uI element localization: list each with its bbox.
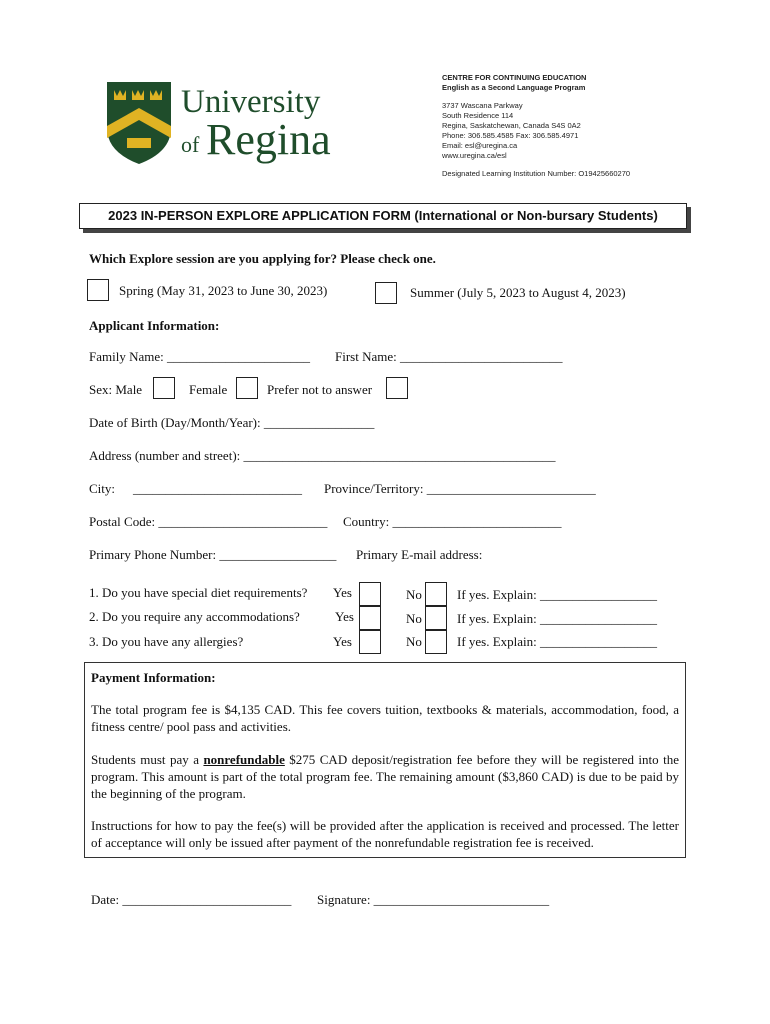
country-field[interactable]: Country: __________________________ — [343, 514, 562, 529]
female-label: Female — [189, 382, 228, 397]
diet-yes-label: Yes — [333, 585, 352, 600]
city-label: City: — [89, 481, 116, 496]
contact-email: Email: esl@uregina.ca — [442, 141, 518, 150]
accom-yes-checkbox[interactable] — [359, 606, 381, 630]
form-title: 2023 IN-PERSON EXPLORE APPLICATION FORM (International or Non-bursary Students) — [79, 203, 687, 229]
contact-block — [442, 73, 682, 179]
family-name-field[interactable]: Family Name: ______________________ — [89, 349, 310, 364]
phone-fax: Phone: 306.585.4585 Fax: 306.585.4971 — [442, 131, 579, 140]
payment-instructions-text: Instructions for how to pay the fee(s) will be provided after the application is received and processed. The letter of acceptance will only be issued after payment of the nonrefundable registration fee is received. — [91, 818, 679, 850]
university-logo — [105, 80, 360, 166]
applicant-heading: Applicant Information: — [89, 318, 220, 333]
accom-no-label: No — [406, 611, 422, 626]
address-line: Regina, Saskatchewan, Canada S4S 0A2 — [442, 121, 581, 130]
diet-no-label: No — [406, 587, 422, 602]
signature-field[interactable]: Signature: ___________________________ — [317, 892, 550, 907]
contact-website: www.uregina.ca/esl — [442, 151, 507, 160]
first-name-field[interactable]: First Name: _________________________ — [335, 349, 563, 364]
summer-label: Summer (July 5, 2023 to August 4, 2023) — [410, 285, 626, 300]
session-question: Which Explore session are you applying for? Please check one. — [89, 251, 436, 266]
prefer-not-checkbox[interactable] — [386, 377, 408, 399]
allergy-yes-checkbox[interactable] — [359, 630, 381, 654]
dli-number: Designated Learning Institution Number: O19425660270 — [442, 169, 631, 178]
payment-fee-text: The total program fee is $4,135 CAD. This fee covers tuition, textbooks & materials, accommodation, food, a fitness centre/ pool pass and activities. — [91, 702, 679, 734]
female-checkbox[interactable] — [236, 377, 258, 399]
allergy-yes-label: Yes — [333, 634, 352, 649]
program-name: English as a Second Language Program — [442, 83, 586, 92]
payment-section — [84, 662, 686, 858]
city-field[interactable]: __________________________ — [133, 481, 302, 496]
address-line: 3737 Wascana Parkway — [442, 101, 523, 110]
svg-text:University: University — [181, 84, 321, 120]
payment-heading: Payment Information: — [91, 670, 216, 685]
accom-explain-field[interactable]: If yes. Explain: __________________ — [457, 611, 658, 626]
diet-no-checkbox[interactable] — [425, 582, 447, 606]
male-checkbox[interactable] — [153, 377, 175, 399]
date-field[interactable]: Date: __________________________ — [91, 892, 292, 907]
question-diet: 1. Do you have special diet requirements? — [89, 585, 308, 600]
question-accommodations: 2. Do you require any accommodations? — [89, 609, 300, 624]
dept-name: CENTRE FOR CONTINUING EDUCATION — [442, 73, 587, 82]
allergy-no-checkbox[interactable] — [425, 630, 447, 654]
payment-deposit-text: Students must pay a nonrefundable $275 CAD deposit/registration fee before they will be registered into the program. This amount is part of the total program fee. The remaining amount ($3,860 CAD) is due to be paid by the beginning of the program. — [91, 752, 679, 801]
question-allergies: 3. Do you have any allergies? — [89, 634, 244, 649]
address-field[interactable]: Address (number and street): ________________________________________________ — [89, 448, 556, 463]
accom-no-checkbox[interactable] — [425, 606, 447, 630]
postal-code-field[interactable]: Postal Code: __________________________ — [89, 514, 328, 529]
spring-label: Spring (May 31, 2023 to June 30, 2023) — [119, 283, 328, 298]
accom-yes-label: Yes — [335, 609, 354, 624]
dob-field[interactable]: Date of Birth (Day/Month/Year): _________________ — [89, 415, 375, 430]
summer-checkbox[interactable] — [375, 282, 397, 304]
spring-checkbox[interactable] — [87, 279, 109, 301]
sex-male-label: Sex: Male — [89, 382, 143, 397]
address-line: South Residence 114 — [442, 111, 514, 120]
allergy-explain-field[interactable]: If yes. Explain: __________________ — [457, 634, 658, 649]
svg-text:of: of — [181, 132, 200, 157]
diet-yes-checkbox[interactable] — [359, 582, 381, 606]
diet-explain-field[interactable]: If yes. Explain: __________________ — [457, 587, 658, 602]
prefer-not-label: Prefer not to answer — [267, 382, 373, 397]
nonrefundable-emphasis: nonrefundable — [203, 752, 285, 767]
phone-field[interactable]: Primary Phone Number: __________________ — [89, 547, 337, 562]
crest-icon — [105, 80, 360, 166]
allergy-no-label: No — [406, 634, 422, 649]
svg-text:Regina: Regina — [206, 115, 331, 164]
email-field[interactable]: Primary E-mail address: — [356, 547, 483, 562]
province-field[interactable]: Province/Territory: __________________________ — [324, 481, 596, 496]
